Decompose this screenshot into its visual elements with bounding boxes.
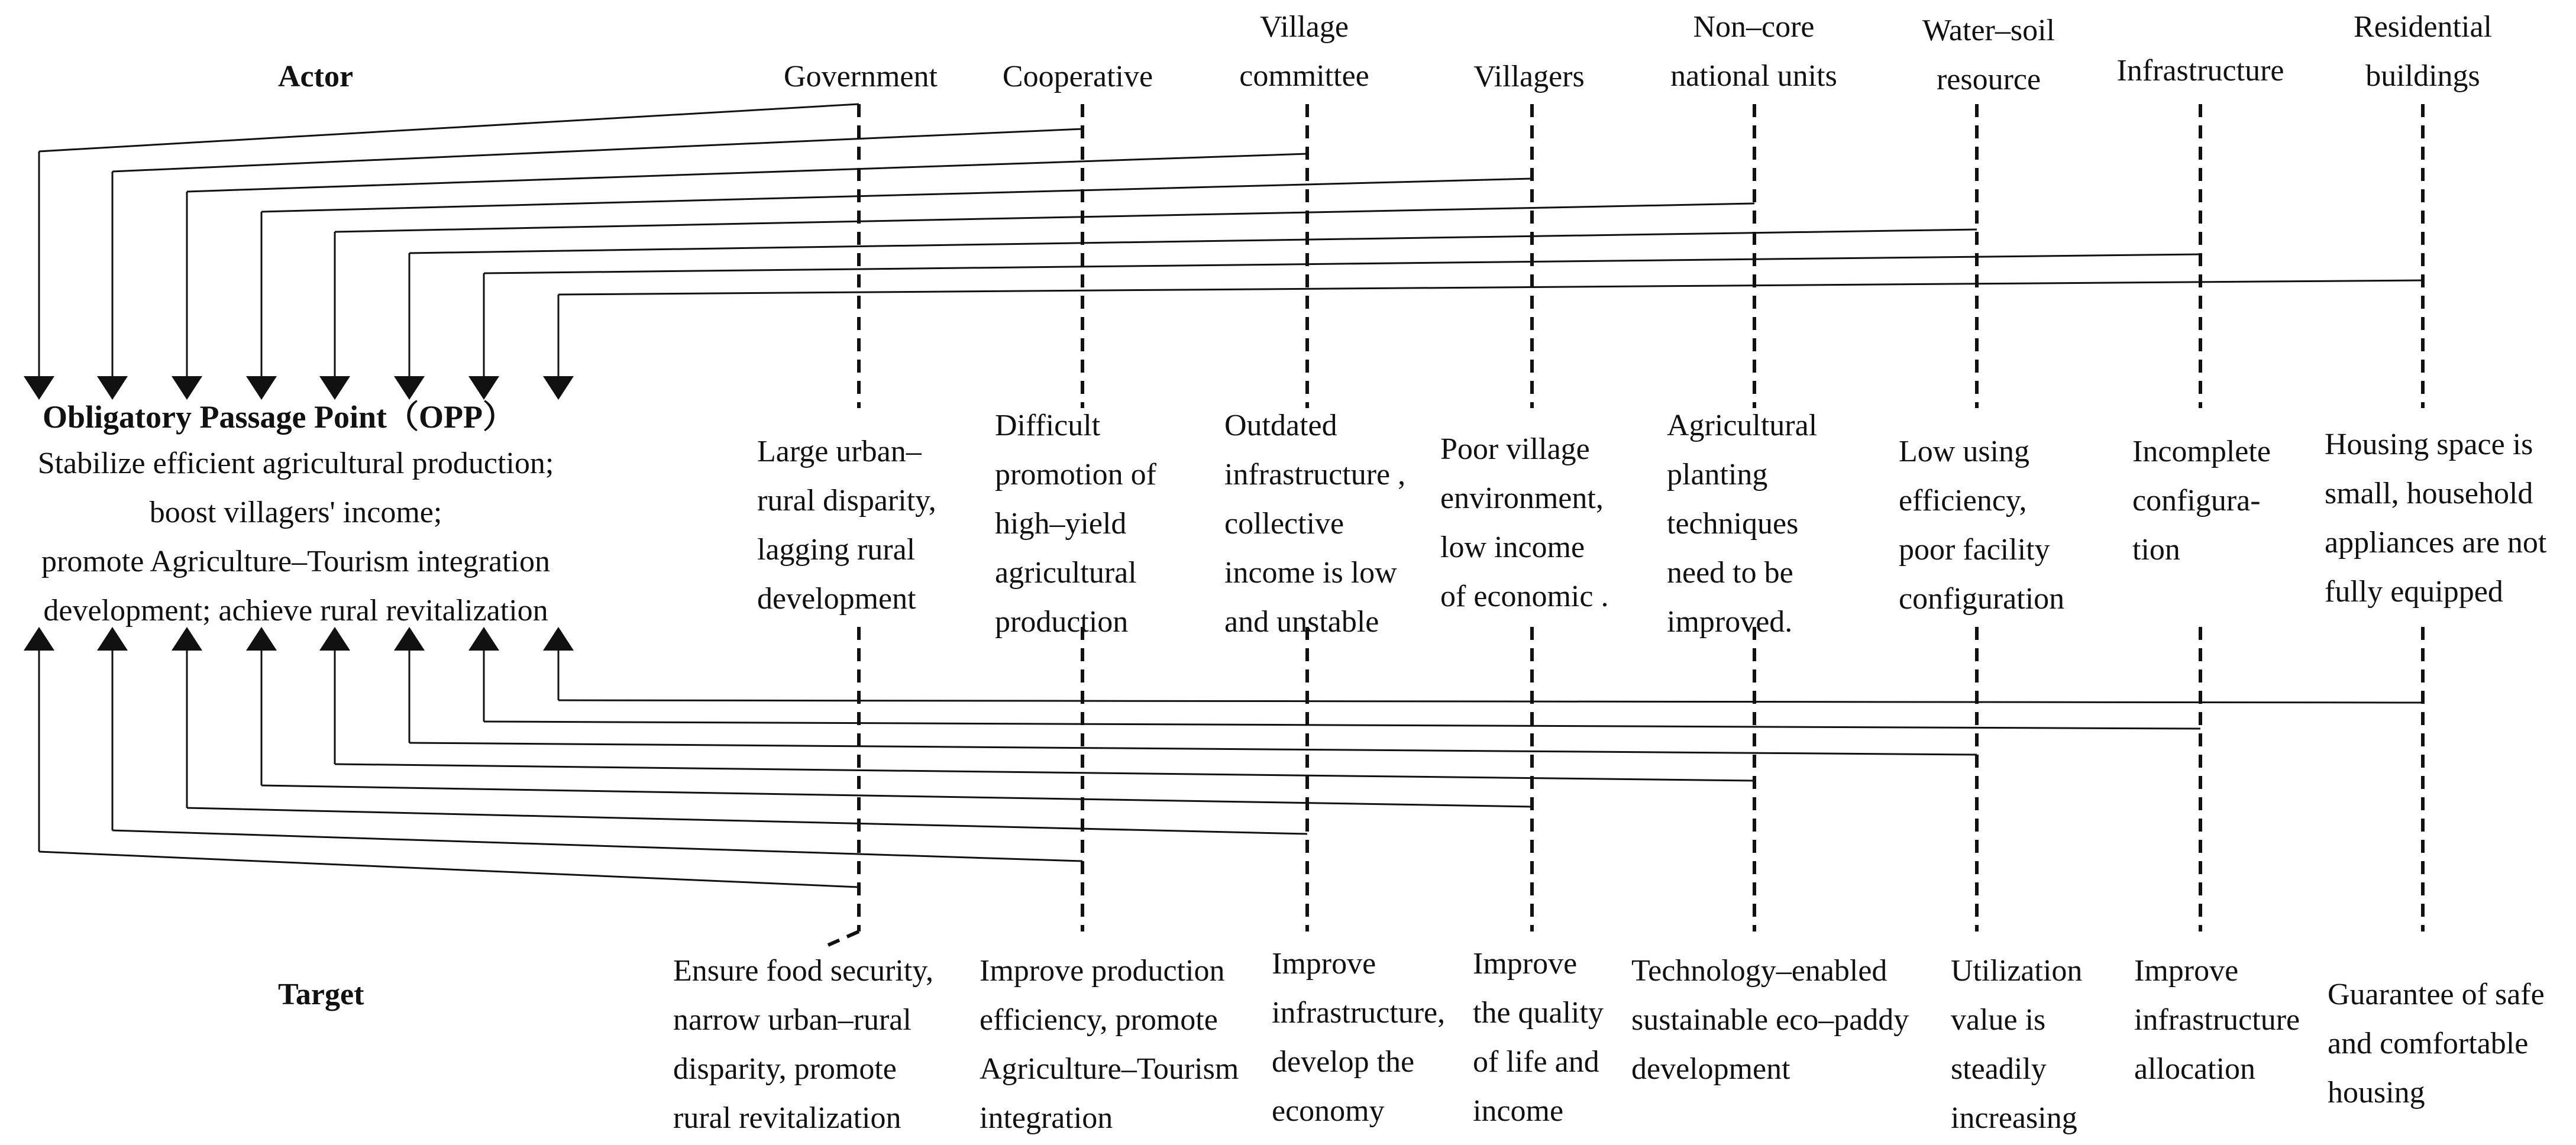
actor-name-infrastructure: Infrastructure — [2116, 54, 2284, 88]
bottom-connector-h-6 — [484, 722, 2200, 729]
bottom-connector-h-5 — [409, 743, 1977, 755]
actor-name-villagers: Villagers — [1473, 60, 1585, 93]
actor-name-government: Government — [784, 60, 938, 93]
actor-row-label: Actor — [278, 60, 354, 93]
top-connector-h-6 — [484, 254, 2200, 273]
problem-infrastructure: Incomplete configura- tion — [2132, 435, 2271, 567]
problem-villagers: Poor village environment, low income of economic . — [1440, 432, 1609, 613]
top-connector-h-7 — [558, 280, 2423, 295]
target-row-label: Target — [278, 978, 364, 1011]
opp-title: Obligatory Passage Point（OPP） — [43, 399, 515, 435]
target-water-soil-resource: Utilization value is steadily increasing — [1951, 954, 2083, 1135]
top-connector-h-4 — [335, 203, 1754, 232]
bottom-connector-h-4 — [335, 764, 1754, 781]
problem-non-core-national-units: Agricultural planting techniques need to be improved. — [1667, 409, 1818, 639]
target-non-core-national-units: Technology–enabled sustainable eco–paddy development — [1631, 954, 1909, 1086]
actor-name-water-soil-resource: Water–soil resource — [1922, 14, 2055, 96]
problem-residential-buildings: Housing space is small, household appliances are not fully equipped — [2325, 428, 2547, 609]
government-target-tail — [828, 931, 859, 945]
problem-cooperative: Difficult promotion of high–yield agricultural production — [995, 409, 1156, 639]
top-connector-h-3 — [261, 179, 1532, 212]
problem-village-committee: Outdated infrastructure , collective income is low and unstable — [1224, 409, 1406, 639]
actor-name-non-core-national-units: Non–core national units — [1670, 10, 1837, 93]
target-infrastructure: Improve infrastructure allocation — [2134, 954, 2300, 1086]
opp-description: Stabilize efficient agricultural production; boost villagers' income; promote Agriculture–Tourism integration development; achieve rural revitalization — [37, 447, 554, 628]
bottom-connector-h-2 — [187, 808, 1307, 834]
actor-name-cooperative: Cooperative — [1002, 60, 1153, 93]
top-arrow-7 — [543, 376, 574, 400]
actor-name-residential-buildings: Residential buildings — [2354, 10, 2492, 93]
target-government: Ensure food security, narrow urban–rural disparity, promote rural revitalization — [673, 954, 933, 1135]
bottom-connector-h-3 — [261, 785, 1532, 807]
target-residential-buildings: Guarantee of safe and comfortable housing — [2328, 978, 2545, 1110]
target-village-committee: Improve infrastructure, develop the economy — [1272, 947, 1446, 1128]
top-connector-h-2 — [187, 154, 1307, 192]
actor-name-village-committee: Village committee — [1239, 10, 1369, 93]
target-villagers: Improve the quality of life and income — [1473, 947, 1604, 1128]
top-connector-h-5 — [409, 229, 1977, 253]
top-connector-h-1 — [112, 129, 1082, 172]
problem-government: Large urban– rural disparity, lagging rural development — [757, 435, 936, 616]
problem-water-soil-resource: Low using efficiency, poor facility configuration — [1899, 435, 2065, 616]
target-cooperative: Improve production efficiency, promote Agriculture–Tourism integration — [980, 954, 1239, 1135]
bottom-connector-h-0 — [39, 852, 859, 887]
bottom-connector-h-7 — [558, 700, 2423, 703]
bottom-connector-h-1 — [112, 830, 1082, 861]
